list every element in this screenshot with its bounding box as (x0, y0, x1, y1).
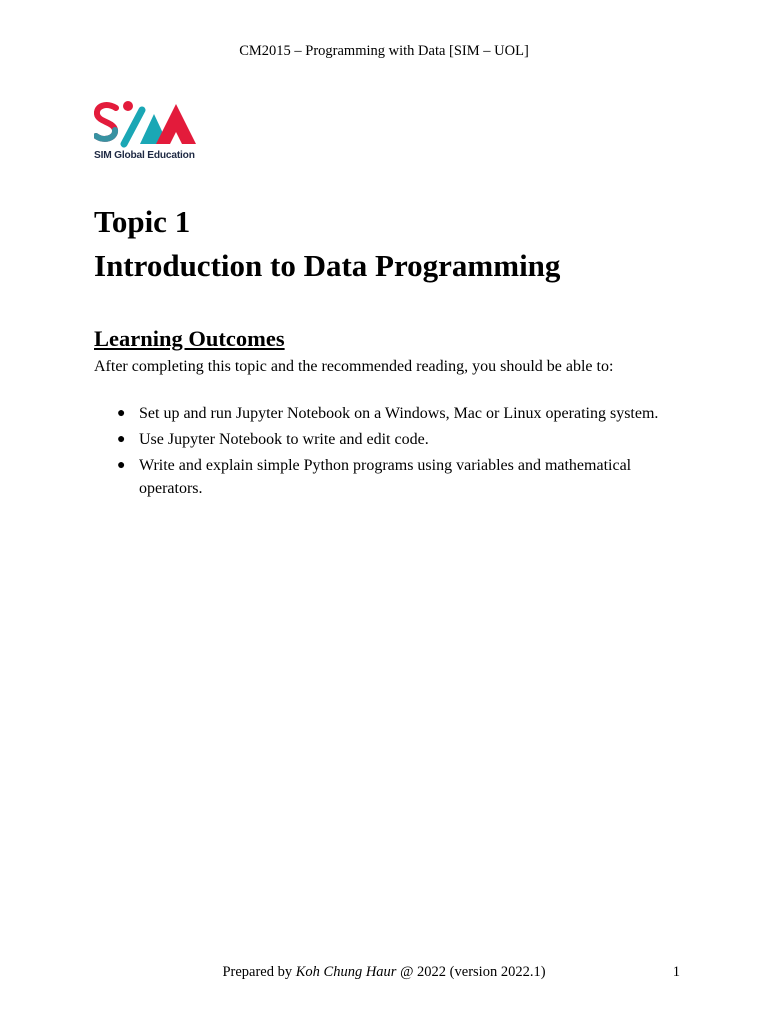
page-title (94, 200, 560, 288)
section-heading: Learning Outcomes (94, 326, 285, 351)
logo-dot (123, 101, 133, 111)
logo-caption: SIM Global Education (94, 150, 195, 161)
list-item (94, 454, 684, 500)
list-item-text: Write and explain simple Python programs using variables and mathematical operators. (139, 457, 632, 497)
learning-outcomes-list (94, 402, 684, 503)
footer-suffix: @ 2022 (version 2022.1) (396, 964, 546, 980)
section-intro: After completing this topic and the recommended reading, you should be able to: (94, 358, 614, 375)
list-item-text: Set up and run Jupyter Notebook on a Windows, Mac or Linux operating system. (139, 405, 659, 422)
bullet-icon: ● (117, 406, 126, 421)
footer-author: Koh Chung Haur (295, 964, 397, 980)
logo-s-shadow (96, 130, 115, 139)
page-footer (0, 962, 768, 982)
logo-slash (124, 110, 142, 144)
footer-prefix: Prepared by (222, 964, 296, 980)
page-header: CM2015 – Programming with Data [SIM – UOL] (239, 43, 529, 59)
sim-logo-mark (94, 100, 204, 150)
bullet-icon: ● (117, 458, 126, 473)
title-topic: Topic 1 (94, 204, 191, 239)
title-subject: Introduction to Data Programming (94, 248, 561, 283)
page-number: 1 (672, 964, 680, 980)
bullet-icon: ● (117, 432, 126, 447)
list-item (94, 428, 684, 451)
sim-logo (94, 100, 204, 164)
list-item (94, 402, 684, 425)
list-item-text: Use Jupyter Notebook to write and edit code. (139, 431, 429, 448)
